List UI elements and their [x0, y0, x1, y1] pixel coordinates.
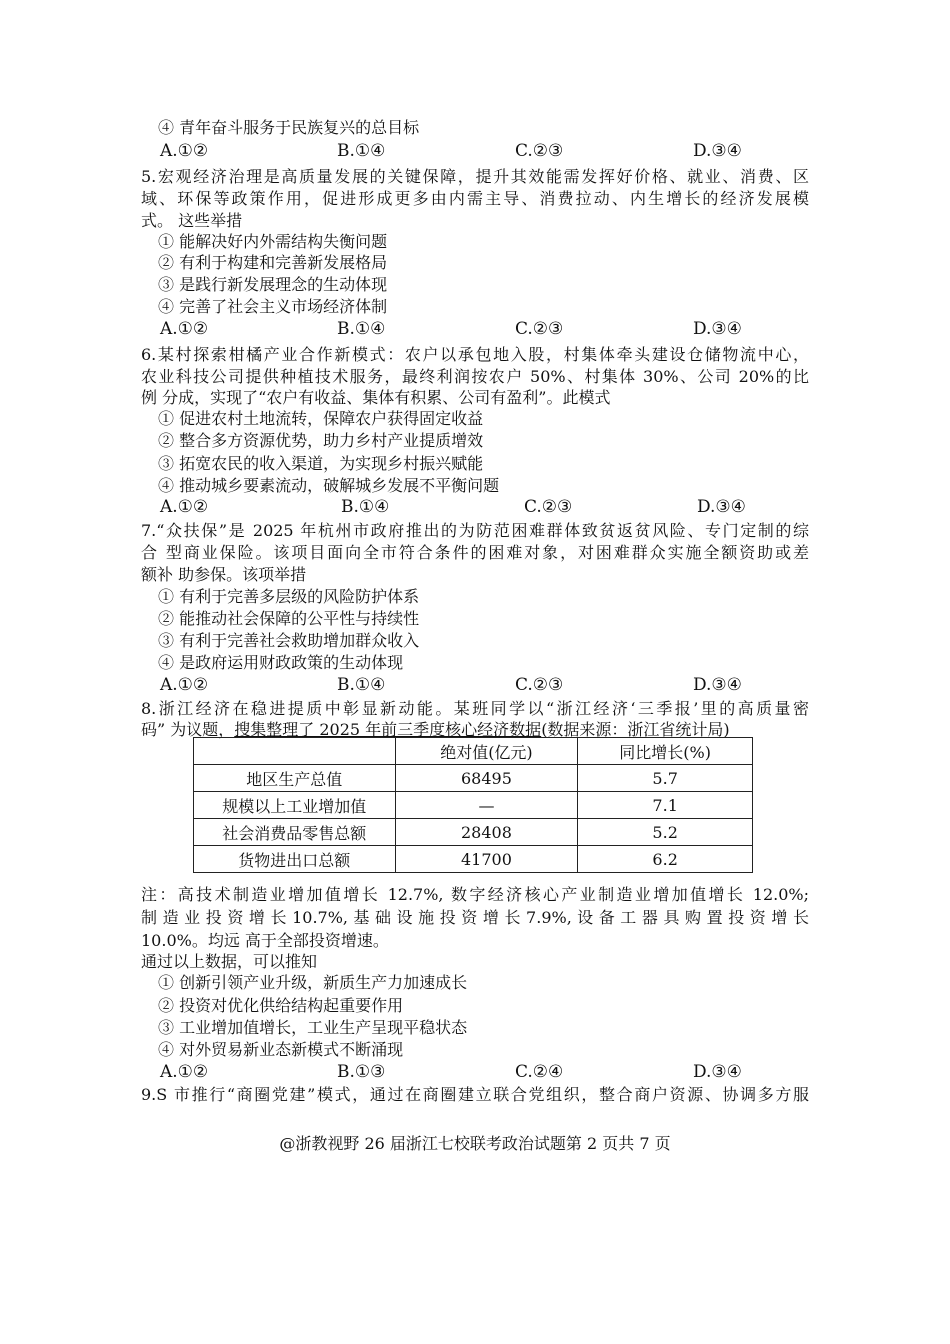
q5-option-4: ④ 完善了社会主义市场经济体制 [158, 297, 388, 316]
q8-answer-c: C.②④ [515, 1062, 564, 1082]
table-header-cell [194, 738, 396, 765]
table-cell: 社会消费品零售总额 [194, 819, 396, 846]
q8-option-4: ④ 对外贸易新业态新模式不断涌现 [158, 1040, 404, 1059]
table-cell: 货物进出口总额 [194, 846, 396, 873]
q8-answer-d: D.③④ [693, 1062, 742, 1082]
q4-answer-d: D.③④ [693, 141, 742, 161]
q5-option-3: ③ 是践行新发展理念的生动体现 [158, 275, 388, 294]
q7-stem-line-2: 合 型商业保险。该项目面向全市符合条件的困难对象，对困难群众实施全额资助或差 [141, 543, 809, 562]
table-cell: 6.2 [578, 846, 753, 873]
q8-note-line-3: 10.0%。均远 高于全部投资增速。 [141, 931, 389, 950]
table-cell: 41700 [395, 846, 578, 873]
q7-stem-line-1: 7.“众扶保”是 2025 年杭州市政府推出的为防范困难群体致贫返贫风险、专门定制的综 [141, 521, 809, 540]
q4-answer-b: B.①④ [337, 141, 386, 161]
q8-answer-a: A.①② [160, 1062, 209, 1082]
q6-stem-line-2: 农业科技公司提供种植技术服务，最终利润按农户 50%、村集体 30%、公司 20%的比 [141, 367, 809, 386]
q6-answer-d: D.③④ [697, 497, 746, 517]
table-cell: 68495 [395, 765, 578, 792]
table-row [194, 846, 753, 873]
table-header-row [194, 738, 753, 765]
q8-stem-line-1: 8.浙江经济在稳进提质中彰显新动能。某班同学以“浙江经济‘三季报’里的高质量密 [141, 699, 809, 718]
q6-answer-b: B.①④ [341, 497, 390, 517]
q8-note-line-2: 制 造 业 投 资 增 长 10.7%, 基 础 设 施 投 资 增 长 7.9%, 设 备 工 器 具 购 置 投 资 增 长 [141, 908, 809, 927]
q5-stem-line-2: 域、环保等政策作用，促进形成更多由内需主导、消费拉动、内生增长的经济发展模 [141, 189, 809, 208]
q8-option-1: ① 创新引领产业升级，新质生产力加速成长 [158, 973, 468, 992]
q5-answer-a: A.①② [160, 319, 209, 339]
economic-data-table [193, 737, 753, 873]
q9-stem-line-1: 9.S 市推行“商圈党建”模式，通过在商圈建立联合党组织，整合商户资源、协调多方服 [141, 1085, 809, 1104]
q6-option-1: ① 促进农村土地流转，保障农户获得固定收益 [158, 409, 484, 428]
q5-option-1: ① 能解决好内外需结构失衡问题 [158, 232, 388, 251]
q7-answer-b: B.①④ [337, 675, 386, 695]
table-row [194, 792, 753, 819]
q8-stem-part-c: (数据来源：浙江省统计局) [541, 720, 730, 739]
q4-option-4: ④ 青年奋斗服务于民族复兴的总目标 [158, 118, 420, 137]
q5-stem-line-3: 式。 这些举措 [141, 211, 243, 230]
table-cell: 5.2 [578, 819, 753, 846]
q6-option-4: ④ 推动城乡要素流动，破解城乡发展不平衡问题 [158, 476, 500, 495]
table-cell: 5.7 [578, 765, 753, 792]
q4-answer-c: C.②③ [515, 141, 564, 161]
table-cell: 28408 [395, 819, 578, 846]
q7-stem-line-3: 额补 助参保。该项举措 [141, 565, 307, 584]
table-header-cell: 同比增长(%) [578, 738, 753, 765]
q6-stem-line-1: 6.某村探索柑橘产业合作新模式：农户以承包地入股，村集体牵头建设仓储物流中心， [141, 345, 809, 364]
q7-answer-c: C.②③ [515, 675, 564, 695]
q7-option-1: ① 有利于完善多层级的风险防护体系 [158, 587, 420, 606]
q5-option-2: ② 有利于构建和完善新发展格局 [158, 253, 388, 272]
q6-option-3: ③ 拓宽农民的收入渠道，为实现乡村振兴赋能 [158, 454, 484, 473]
table-row [194, 819, 753, 846]
q8-option-2: ② 投资对优化供给结构起重要作用 [158, 996, 404, 1015]
q6-answer-c: C.②③ [524, 497, 573, 517]
q4-answer-a: A.①② [160, 141, 209, 161]
table-cell: 地区生产总值 [194, 765, 396, 792]
q6-stem-line-3: 例 分成，实现了“农户有收益、集体有积累、公司有盈利”。此模式 [141, 388, 611, 407]
q6-option-2: ② 整合多方资源优势，助力乡村产业提质增效 [158, 431, 484, 450]
q5-answer-c: C.②③ [515, 319, 564, 339]
q7-option-3: ③ 有利于完善社会救助增加群众收入 [158, 631, 420, 650]
table-header-cell: 绝对值(亿元) [395, 738, 578, 765]
table-cell: 7.1 [578, 792, 753, 819]
q7-option-2: ② 能推动社会保障的公平性与持续性 [158, 609, 420, 628]
q8-answer-b: B.①③ [337, 1062, 386, 1082]
page-footer: @浙教视野 26 届浙江七校联考政治试题第 2 页共 7 页 [279, 1134, 671, 1153]
table-row [194, 765, 753, 792]
q7-option-4: ④ 是政府运用财政政策的生动体现 [158, 653, 404, 672]
q6-answer-a: A.①② [160, 497, 209, 517]
q8-note-line-1: 注：高技术制造业增加值增长 12.7%, 数字经济核心产业制造业增加值增长 12.0%; [141, 885, 809, 904]
q7-answer-a: A.①② [160, 675, 209, 695]
q7-answer-d: D.③④ [693, 675, 742, 695]
q8-stem-part-b: 搜集整理了 2025 年前三季度核心经济数据 [234, 720, 542, 739]
q5-stem-line-1: 5.宏观经济治理是高质量发展的关键保障，提升其效能需发挥好价格、就业、消费、区 [141, 167, 809, 186]
table-cell: — [395, 792, 578, 819]
q8-stem-part-a: 码” 为议题， [141, 720, 235, 739]
q5-answer-b: B.①④ [337, 319, 386, 339]
q5-answer-d: D.③④ [693, 319, 742, 339]
table-cell: 规模以上工业增加值 [194, 792, 396, 819]
q8-lead: 通过以上数据，可以推知 [141, 952, 318, 971]
q8-option-3: ③ 工业增加值增长，工业生产呈现平稳状态 [158, 1018, 468, 1037]
